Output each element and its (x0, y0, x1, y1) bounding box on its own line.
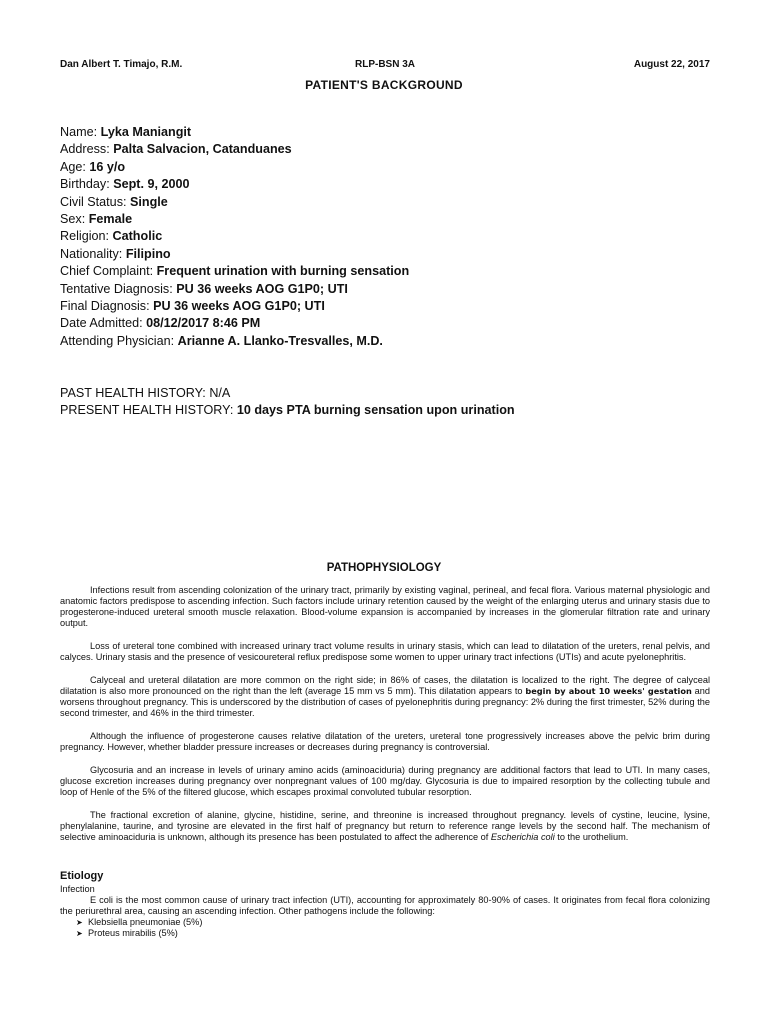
field-label: Sex: (60, 212, 89, 227)
field-value: Female (88, 212, 133, 227)
field-label: Attending Physician: (60, 333, 178, 348)
field-value: Sept. 9, 2000 (113, 177, 190, 192)
paragraph: Infections result from ascending colonization of the urinary tract, primarily by existing vaginal, perineal, and fecal flora. Various maternal physiologic and anatomic factors predispose to ascending infection. Such factors include urinary retention caused by the weight of the enlarging uterus and urinary stasis due to progesterone-induced ureteral smooth muscle relaxation. Blood-volume expansion is accompanied by increases in the glomerular filtration rate and urinary output. (60, 585, 710, 628)
patient-field (60, 333, 720, 350)
organism-name: Escherichia coli (490, 832, 555, 842)
paragraph-text-emphasis: begin by about 10 weeks' gestation (525, 686, 692, 696)
list-item-text: Proteus mirabilis (5%) (88, 928, 178, 938)
page-title: PATIENT'S BACKGROUND (305, 78, 463, 92)
patient-field (60, 263, 720, 280)
patient-field (60, 124, 720, 141)
field-label: Date Admitted: (60, 316, 147, 331)
header-date: August 22, 2017 (633, 59, 710, 70)
field-value: Lyka Maniangit (100, 125, 192, 139)
etiology-subheading: Infection (60, 884, 95, 894)
patient-field (60, 315, 720, 332)
field-value: Frequent urination with burning sensation (156, 264, 410, 279)
field-label: Birthday: (60, 177, 114, 192)
present-health-history (60, 402, 720, 419)
arrowhead-bullet-icon: ➤ (76, 918, 83, 927)
past-history-value: N/A (209, 386, 231, 400)
paragraph: Loss of ureteral tone combined with increased urinary tract volume results in urinary stasis, which can lead to dilatation of the ureters, renal pelvis, and calyces. Urinary stasis and the presence of vesicoureteral reflux predispose some women to upper urinary tract infections (UTIs) and acute pyelonephritis. (60, 641, 710, 662)
pathogen-list (60, 917, 710, 939)
field-label: Nationality: (60, 246, 126, 261)
pathophysiology-body (60, 585, 710, 855)
paragraph (60, 675, 710, 719)
list-item (76, 928, 710, 939)
paragraph-text: Calyceal and ureteral dilatation are more common on the right side; in 86% of cases, the dilatation is localized to the right. The degree of calyceal dilatation is also more pronounced on the right than the left (average 15 mm vs 5 mm). This dilatation appears to (60, 675, 710, 696)
patient-field (60, 228, 720, 245)
paragraph (60, 810, 710, 843)
field-label: Age: (60, 159, 90, 174)
etiology-section (60, 871, 710, 939)
past-history-label: PAST HEALTH HISTORY: (60, 386, 210, 400)
field-label: Tentative Diagnosis: (60, 281, 177, 296)
arrowhead-bullet-icon: ➤ (76, 929, 83, 938)
paragraph-text: The fractional excretion of alanine, glycine, histidine, serine, and threonine is increased throughout pregnancy. levels of cystine, leucine, lysine, phenylalanine, taurine, and tyrosine are elevated in the first half of pregnancy but return to reference range levels by the second half. The mechanism of selective aminoaciduria is unknown, although its presence has been postulated to affect the adherence of (60, 810, 710, 842)
present-history-label: PRESENT HEALTH HISTORY: (60, 403, 237, 418)
field-value: PU 36 weeks AOG G1P0; UTI (153, 299, 325, 314)
header-author: Dan Albert T. Timajo, R.M. (60, 59, 183, 70)
past-health-history (60, 385, 720, 402)
patient-field (60, 194, 720, 211)
paragraph-text: to the urothelium. (554, 832, 629, 842)
present-history-value: 10 days PTA burning sensation upon urination (236, 403, 515, 418)
field-value: Arianne A. Llanko-Tresvalles, M.D. (177, 333, 383, 348)
patient-field (60, 176, 720, 193)
page-header (60, 59, 710, 73)
field-value: Single (130, 194, 168, 209)
paragraph: E coli is the most common cause of urinary tract infection (UTI), accounting for approximately 80-90% of cases. It originates from fecal flora colonizing the periurethral area, causing an ascending infection. Other pathogens include the following: (60, 895, 710, 916)
section-title-pathophysiology: PATHOPHYSIOLOGY (326, 562, 442, 574)
patient-field (60, 211, 720, 228)
field-value: 16 y/o (89, 159, 126, 174)
field-value: Palta Salvacion, Catanduanes (113, 142, 292, 157)
patient-field (60, 246, 720, 263)
field-label: Religion: (60, 229, 113, 244)
patient-field (60, 281, 720, 298)
paragraph: Although the influence of progesterone causes relative dilatation of the ureters, ureteral tone progressively increases above the pelvic brim during pregnancy. However, whether bladder pressure increases or decreases during pregnancy is controversial. (60, 731, 710, 752)
patient-field (60, 141, 720, 158)
patient-info (60, 124, 720, 350)
list-item-text: Klebsiella pneumoniae (5%) (88, 917, 203, 927)
patient-field (60, 159, 720, 176)
section-title-etiology: Etiology (60, 870, 104, 882)
field-value: Catholic (112, 229, 163, 244)
health-history (60, 385, 720, 420)
field-value: Filipino (125, 246, 171, 261)
field-label: Civil Status: (60, 194, 130, 209)
patient-field (60, 298, 720, 315)
field-value: 08/12/2017 8:46 PM (146, 316, 261, 331)
field-label: Chief Complaint: (60, 264, 157, 279)
list-item (76, 917, 710, 928)
paragraph-text: and worsens throughout pregnancy. This is underscored by the distribution of cases of pyelonephritis during pregnancy: 2% during the first trimester, 52% during the second trimester, and 46% in the third trimester. (60, 686, 710, 718)
header-section: RLP-BSN 3A (355, 59, 416, 70)
field-label: Address: (60, 142, 114, 157)
field-label: Final Diagnosis: (60, 299, 154, 314)
field-value: PU 36 weeks AOG G1P0; UTI (176, 281, 348, 296)
field-label: Name: (60, 125, 101, 139)
paragraph: Glycosuria and an increase in levels of urinary amino acids (aminoaciduria) during pregnancy are additional factors that lead to UTI. In many cases, glucose excretion increases during pregnancy over nonpregnant values of 100 mg/day. Glycosuria is due to impaired resorption by the collecting tubule and loop of Henle of the 5% of the filtered glucose, which escapes proximal convoluted tubular resorption. (60, 765, 710, 797)
